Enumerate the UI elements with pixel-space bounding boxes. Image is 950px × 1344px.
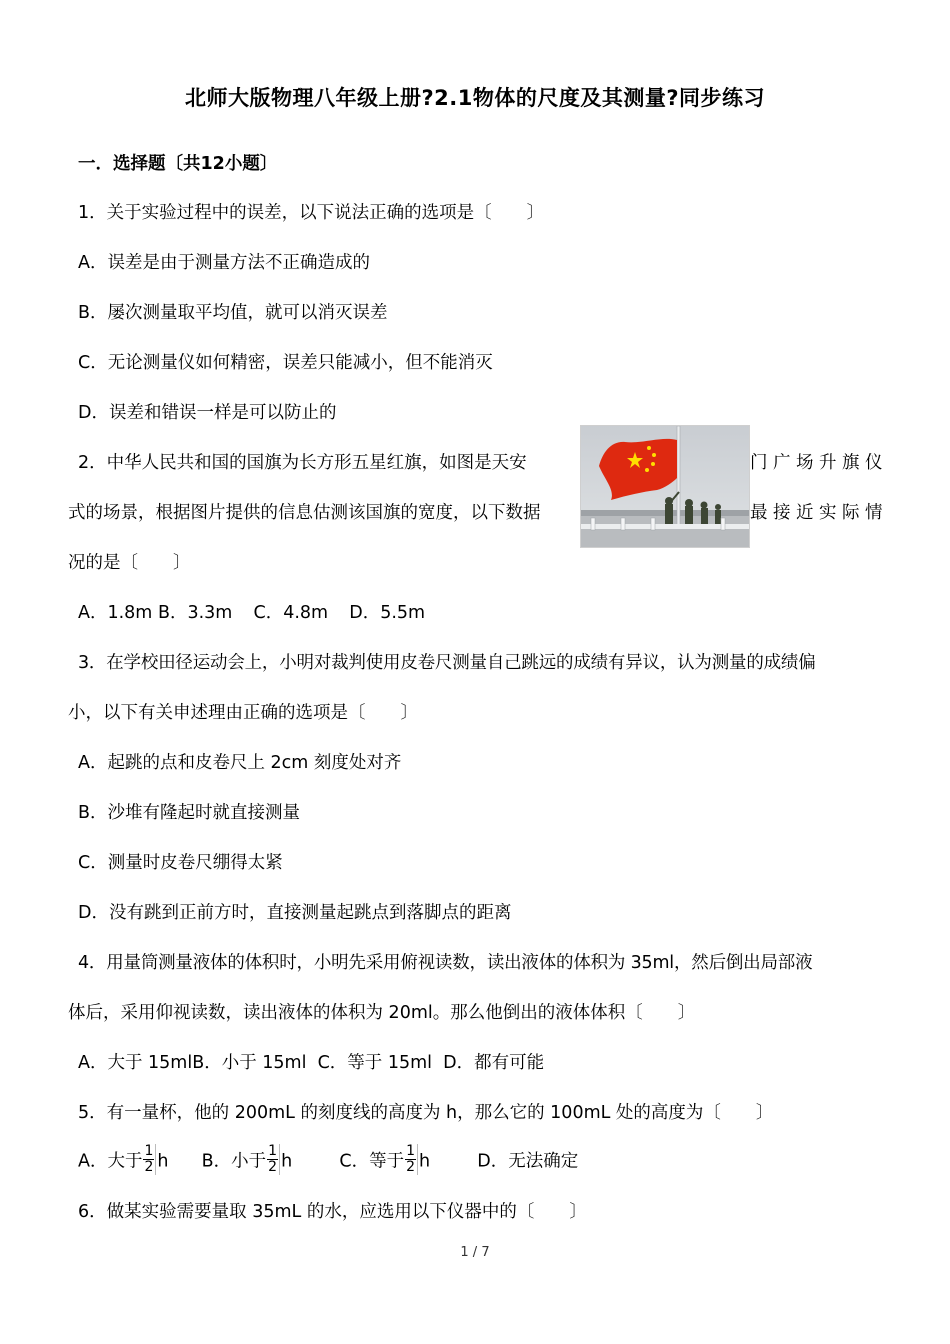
q5-option-c-prefix: C．等于 [339, 1151, 405, 1172]
q1-stem: 1．关于实验过程中的误差，以下说法正确的选项是〔 〕 [78, 203, 545, 223]
q4-options: A．大于 15mlB．小于 15ml C．等于 15ml D．都有可能 [78, 1053, 545, 1073]
q1-option-c: C．无论测量仪如何精密，误差只能减小，但不能消灭 [78, 353, 493, 373]
q5-stem: 5．有一量杯，他的 200mL 的刻度线的高度为 h，那么它的 100mL 处的高度为〔 〕 [78, 1103, 774, 1123]
flag-raising-illustration [581, 426, 749, 547]
q2-option-b: B．3.3m [157, 603, 233, 623]
q2-option-d: D．5.5m [349, 603, 426, 623]
page-title: 北师大版物理八年级上册?2.1物体的尺度及其测量?同步练习 [184, 86, 766, 110]
q3-option-a: A．起跳的点和皮卷尺上 2cm 刻度处对齐 [78, 753, 402, 773]
q5-option-b-var: h [281, 1151, 293, 1172]
q2-line3: 况的是〔 〕 [68, 553, 191, 573]
q5-option-a-prefix: A．大于 [78, 1151, 143, 1172]
q1-option-b: B．屡次测量取平均值，就可以消灭误差 [78, 303, 388, 323]
q5-option-c-var: h [419, 1151, 431, 1172]
q4-line1: 4．用量筒测量液体的体积时，小明先采用俯视读数，读出液体的体积为 35ml，然后倒出局部液 [78, 953, 813, 973]
q5-option-b-prefix: B．小于 [201, 1151, 267, 1172]
q2-line2-right: 最接近实际情 [750, 503, 888, 523]
q3-line1: 3．在学校田径运动会上，小明对裁判使用皮卷尺测量自己跳远的成绩有异议，认为测量的成绩偏 [78, 653, 816, 673]
flag-raising-photo [580, 425, 750, 548]
q3-line2: 小，以下有关申述理由正确的选项是〔 〕 [68, 703, 418, 723]
q2-option-c: C．4.8m [253, 603, 329, 623]
page-number: 1 / 7 [460, 1245, 490, 1260]
q5-option-a-var: h [157, 1151, 169, 1172]
q2-line2-left: 式的场景，根据图片提供的信息估测该国旗的宽度，以下数据 [68, 503, 541, 523]
q2-line1-left: 2．中华人民共和国的国旗为长方形五星红旗，如图是天安 [78, 453, 527, 473]
q3-option-d: D．没有跳到正前方时，直接测量起跳点到落脚点的距离 [78, 903, 512, 923]
q2-line1-right: 门广场升旗仪 [750, 453, 888, 473]
q5-option-c-fraction: $\frac{1}{2}$ [405, 1144, 418, 1175]
q5-option-a-fraction: $\frac{1}{2}$ [143, 1144, 156, 1175]
q5-options [78, 1143, 579, 1177]
q5-option-b-fraction: $\frac{1}{2}$ [267, 1144, 280, 1175]
q1-option-d: D．误差和错误一样是可以防止的 [78, 403, 337, 423]
q4-line2: 体后，采用仰视读数，读出液体的体积为 20ml。那么他倒出的液体体积〔 〕 [68, 1003, 696, 1023]
q2-options [78, 601, 425, 625]
q6-stem: 6．做某实验需要量取 35mL 的水，应选用以下仪器中的〔 〕 [78, 1202, 587, 1222]
section-heading: 一．选择题〔共12小题〕 [78, 154, 278, 174]
q2-option-a: A．1.8m [78, 603, 153, 623]
q5-option-d: D．无法确定 [477, 1151, 579, 1172]
q3-option-c: C．测量时皮卷尺绷得太紧 [78, 853, 283, 873]
q1-option-a: A．误差是由于测量方法不正确造成的 [78, 253, 370, 273]
q3-option-b: B．沙堆有隆起时就直接测量 [78, 803, 301, 823]
